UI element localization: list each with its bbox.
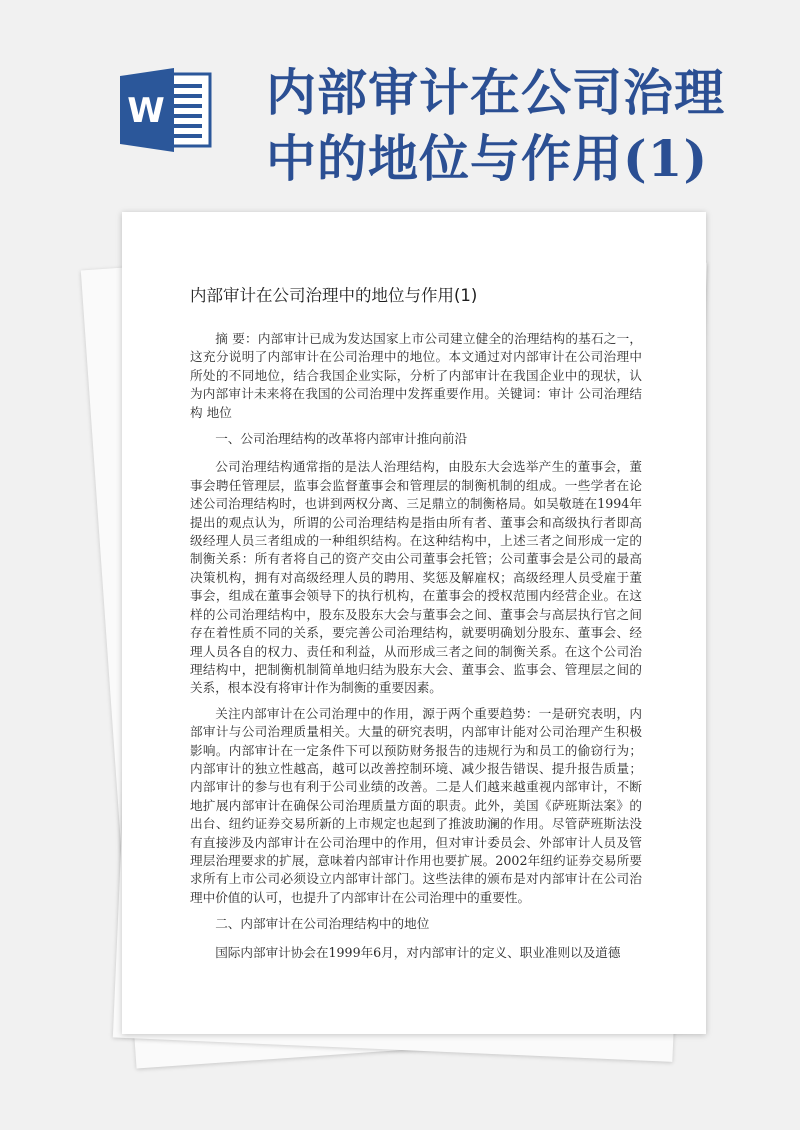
document-page xyxy=(122,212,706,1034)
section-heading: 二、内部审计在公司治理结构中的地位 xyxy=(215,916,430,932)
document-body xyxy=(190,330,642,969)
banner-title: 内部审计在公司治理中的地位与作用(1) xyxy=(266,63,725,188)
word-icon xyxy=(118,62,214,158)
document-title: 内部审计在公司治理中的地位与作用(1) xyxy=(190,286,478,305)
body-paragraph: 公司治理结构通常指的是法人治理结构，由股东大会选举产生的董事会，董事会聘任管理层，监事会监督董事会和管理层的制衡机制的组成。一些学者在论述公司治理结构时，也讲到两权分离、三足鼎立的制衡格局。如吴敬琏在1994年提出的观点认为，所谓的公司治理结构是指由所有者、董事会和高级执行者即高级经理人员三者组成的一种组织结构。在这种结构中，上述三者之间形成一定的制衡关系：所有者将自己的资产交由公司董事会托管；公司董事会是公司的最高决策机构，拥有对高级经理人员的聘用、奖惩及解雇权；高级经理人员受雇于董事会，组成在董事会领导下的执行机构，在董事会的授权范围内经营企业。在这样的公司治理结构中，股东及股东大会与董事会之间、董事会与高层执行官之间存在着性质不同的关系，要完善公司治理结构，就要明确划分股东、董事会、经理人员各自的权力、责任和利益，从而形成三者之间的制衡关系。在这个公司治理结构中，把制衡机制简单地归结为股东大会、董事会、监事会、管理层之间的关系，根本没有将审计作为制衡的重要因素。 xyxy=(190,459,642,696)
svg-text:W: W xyxy=(127,91,165,131)
body-paragraph: 国际内部审计协会在1999年6月，对内部审计的定义、职业准则以及道德 xyxy=(215,944,621,960)
banner xyxy=(0,0,800,210)
abstract-paragraph: 摘 要：内部审计已成为发达国家上市公司建立健全的治理结构的基石之一，这充分说明了内部审计在公司治理中的地位。本文通过对内部审计在公司治理中所处的不同地位，结合我国企业实际，分析了内部审计在我国企业中的现状，认为内部审计未来将在我国的公司治理中发挥重要作用。关键词：审计 公司治理结构 地位 xyxy=(190,331,642,420)
body-paragraph: 关注内部审计在公司治理中的作用，源于两个重要趋势：一是研究表明，内部审计与公司治理质量相关。大量的研究表明，内部审计能对公司治理产生积极影响。内部审计在一定条件下可以预防财务报告的违规行为和员工的偷窃行为；内部审计的独立性越高，越可以改善控制环境、减少报告错误、提升报告质量；内部审计的参与也有利于公司业绩的改善。二是人们越来越重视内部审计，不断地扩展内部审计在确保公司治理质量方面的职责。此外，美国《萨班斯法案》的出台、纽约证券交易所新的上市规定也起到了推波助澜的作用。尽管萨班斯法没有直接涉及内部审计在公司治理中的作用，但对审计委员会、外部审计人员及管理层治理要求的扩展，意味着内部审计作用也要扩展。2002年纽约证券交易所要求所有上市公司必须设立内部审计部门。这些法律的颁布是对内部审计在公司治理中价值的认可，也提升了内部审计在公司治理中的重要性。 xyxy=(190,705,642,905)
section-heading: 一、公司治理结构的改革将内部审计推向前沿 xyxy=(215,431,468,447)
